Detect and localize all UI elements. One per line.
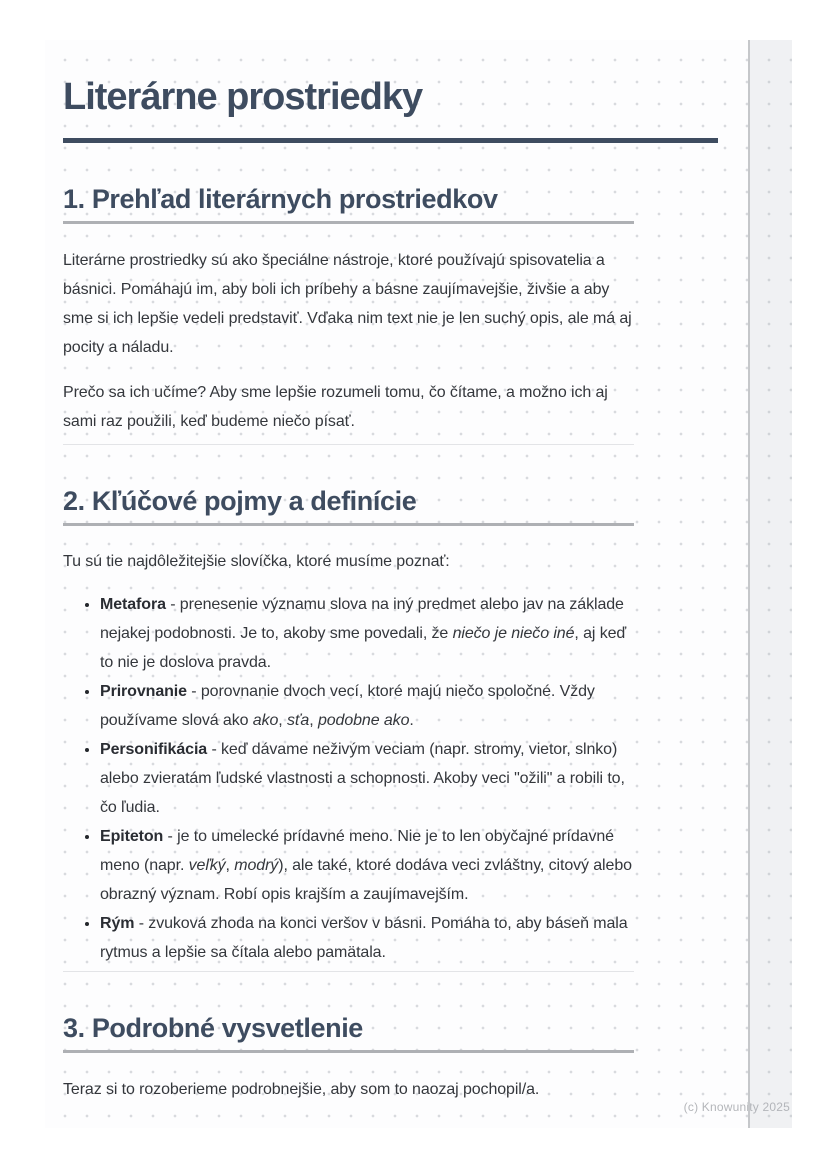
section-2-heading: 2. Kľúčové pojmy a definície	[63, 486, 417, 516]
copyright-watermark: (c) Knowunity 2025	[683, 1100, 790, 1114]
document-content	[63, 40, 718, 1104]
heading-divider	[63, 221, 634, 224]
term-name: Rým	[100, 915, 135, 932]
italic-text: podobne ako	[317, 712, 410, 729]
paragraph: Teraz si to rozoberieme podrobnejšie, aby som to naozaj pochopil/a.	[63, 1081, 540, 1098]
title-divider	[63, 138, 718, 143]
heading-divider	[63, 523, 634, 526]
italic-text: veľký	[188, 857, 226, 874]
key-terms-list	[63, 590, 634, 967]
list-item: • Metafora - prenesenie významu slova na iný predmet alebo jav na základe nejakej podobnosti. Je to, akoby sme povedali, že niečo je niečo iné, aj keď to nie je doslova pravda.	[100, 590, 634, 677]
italic-text: modrý	[234, 857, 279, 874]
section-2	[63, 485, 718, 967]
section-1-heading: 1. Prehľad literárnych prostriedkov	[63, 184, 498, 214]
paragraph: Tu sú tie najdôležitejšie slovíčka, ktoré musíme poznať:	[63, 553, 450, 570]
paragraph: Literárne prostriedky sú ako špeciálne nástroje, ktoré používajú spisovatelia a básnici. Pomáhajú im, aby boli ich príbehy a básne zaujímavejšie, živšie a aby sme si ich lepšie vedeli predstaviť. Vďaka nim text nie je len suchý opis, ale má aj pocity a náladu.	[63, 252, 632, 356]
section-separator	[63, 971, 634, 972]
list-item: • Prirovnanie - porovnanie dvoch vecí, ktoré majú niečo spoločné. Vždy používame slová ako ako, sťa, podobne ako.	[100, 677, 634, 735]
section-separator	[63, 444, 634, 445]
paragraph: Prečo sa ich učíme? Aby sme lepšie rozumeli tomu, čo čítame, a možno ich aj sami raz použili, keď budeme niečo písať.	[63, 384, 608, 430]
heading-divider	[63, 1050, 634, 1053]
document-title: Literárne prostriedky	[63, 76, 423, 118]
italic-text: niečo je niečo iné	[452, 625, 575, 642]
italic-text: sťa	[286, 712, 310, 729]
page-edge-strip	[748, 40, 792, 1128]
section-3	[63, 1012, 718, 1104]
section-3-heading: 3. Podrobné vysvetlenie	[63, 1013, 363, 1043]
term-name: Metafora	[100, 596, 166, 613]
section-1	[63, 183, 718, 436]
document-page	[45, 40, 792, 1128]
list-item: • Epiteton - je to umelecké prídavné meno. Nie je to len obyčajné prídavné meno (napr. veľký, modrý), ale také, ktoré dodáva veci zvláštny, citový alebo obrazný význam. Robí opis krajším a zaujímavejším.	[100, 822, 634, 909]
term-name: Epiteton	[100, 828, 164, 845]
list-item: • Personifikácia - keď dávame neživým veciam (napr. stromy, vietor, slnko) alebo zvieratám ľudské vlastnosti a schopnosti. Akoby veci "ožili" a robili to, čo ľudia.	[100, 735, 634, 822]
term-name: Prirovnanie	[100, 683, 187, 700]
italic-text: ako	[252, 712, 279, 729]
term-name: Personifikácia	[100, 741, 208, 758]
list-item: • Rým - zvuková zhoda na konci veršov v básni. Pomáha to, aby báseň mala rytmus a lepšie sa čítala alebo pamätala.	[100, 909, 634, 967]
